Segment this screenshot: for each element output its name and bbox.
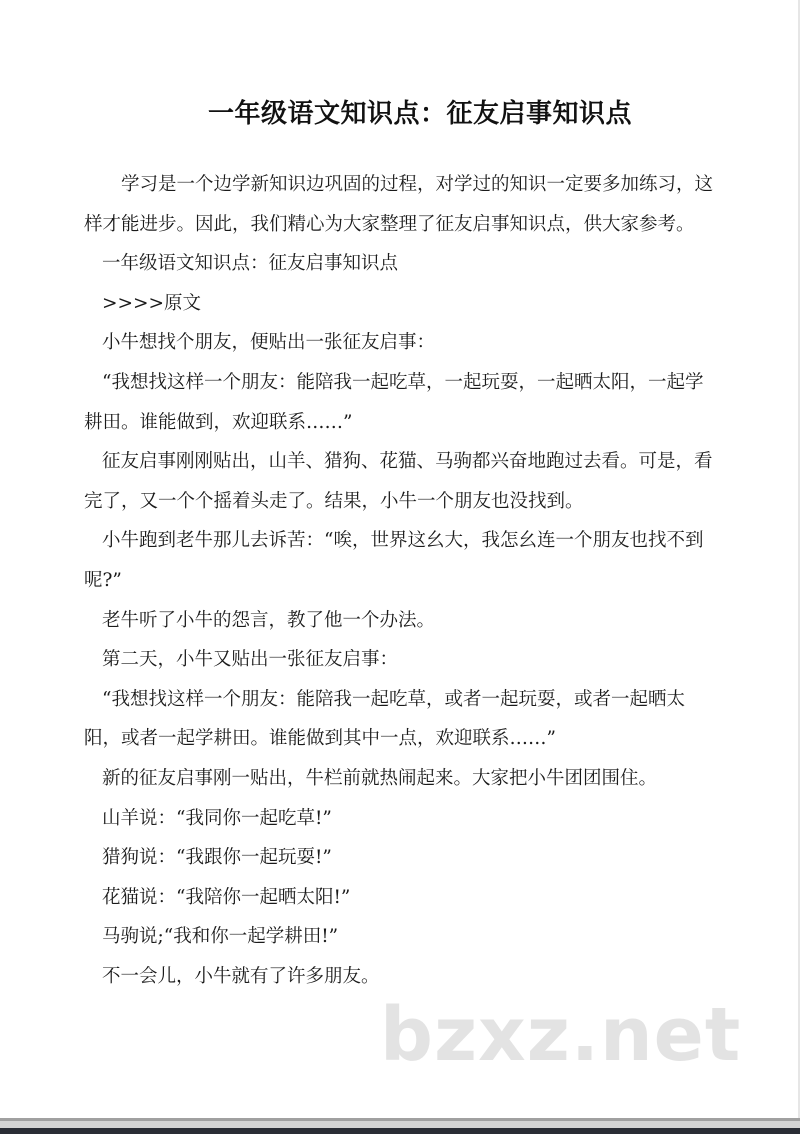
page-bottom-strip — [0, 1128, 800, 1134]
paragraph: “我想找这样一个朋友：能陪我一起吃草，一起玩耍，一起晒太阳，一起学耕田。谁能做到，欢迎联系……” — [84, 371, 704, 433]
paragraph: “我想找这样一个朋友：能陪我一起吃草，或者一起玩耍，或者一起晒太阳，或者一起学耕田。谁能做到其中一点，欢迎联系……” — [84, 688, 685, 750]
paragraph: 一年级语文知识点：征友启事知识点 — [102, 253, 399, 275]
paragraph: >>>>原文 — [102, 292, 202, 314]
paragraph: 马驹说;“我和你一起学耕田!” — [102, 926, 339, 948]
paragraph: 山羊说：“我同你一起吃草!” — [102, 807, 332, 829]
paragraph: 花猫说：“我陪你一起晒太阳!” — [102, 886, 351, 908]
document-body — [84, 165, 716, 996]
paragraph: 征友启事刚刚贴出，山羊、猎狗、花猫、马驹都兴奋地跑过去看。可是，看完了，又一个个摇着头走了。结果，小牛一个朋友也没找到。 — [84, 451, 713, 512]
paragraph: 不一会儿，小牛就有了许多朋友。 — [102, 965, 380, 987]
paragraph: 第二天，小牛又贴出一张征友启事： — [102, 649, 399, 671]
paragraph: 学习是一个边学新知识边巩固的过程，对学过的知识一定要多加练习，这样才能进步。因此，我们精心为大家整理了征友启事知识点，供大家参考。 — [84, 174, 714, 235]
watermark: bzxz.net — [380, 992, 742, 1078]
paragraph: 猎狗说：“我跟你一起玩耍!” — [102, 847, 332, 869]
paragraph: 老牛听了小牛的怨言，教了他一个办法。 — [102, 609, 436, 631]
page-bottom-edge — [0, 1118, 800, 1134]
paragraph: 小牛跑到老牛那儿去诉苦：“唉，世界这幺大，我怎幺连一个朋友也找不到呢?” — [84, 530, 704, 591]
paragraph: 新的征友启事刚一贴出，牛栏前就热闹起来。大家把小牛团团围住。 — [102, 767, 658, 789]
paragraph: 小牛想找个朋友，便贴出一张征友启事： — [102, 332, 436, 354]
document-title: 一年级语文知识点：征友启事知识点 — [207, 99, 632, 129]
